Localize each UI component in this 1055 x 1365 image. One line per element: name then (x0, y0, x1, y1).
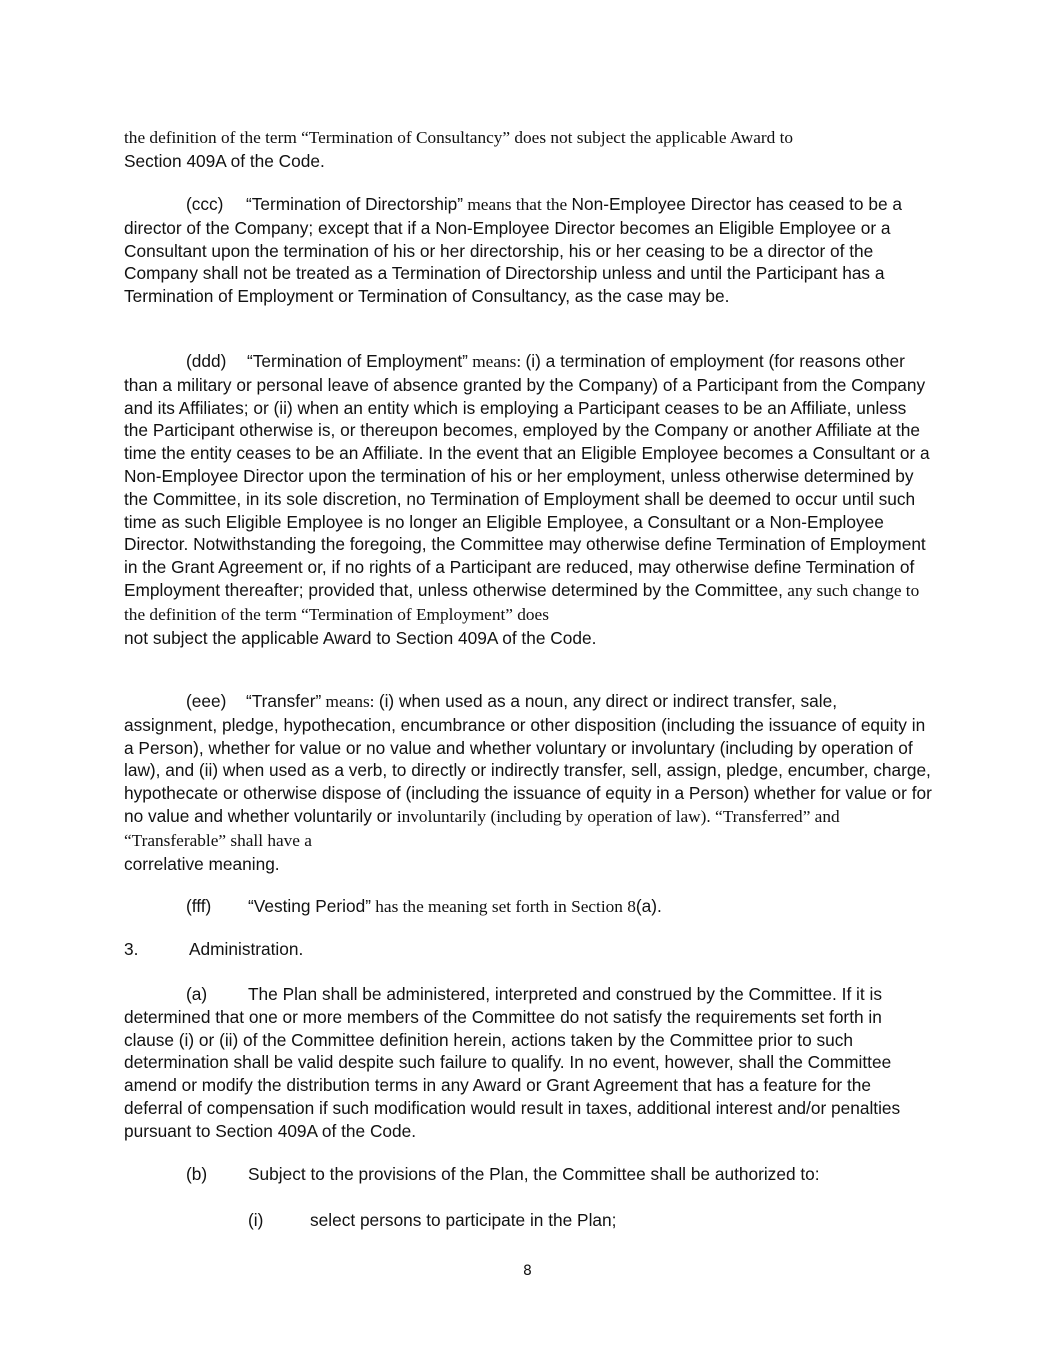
section-3a-paragraph (124, 983, 934, 1143)
ddd-lead: means: (467, 352, 526, 371)
section-3-number: 3. (124, 939, 139, 959)
section-3a-body: is determined that one or more members of the Committee do not satisfy the requirements set forth in clause (i) or (ii) of the Committee definition herein, actions taken by the Committee prior to such determination shall be valid despite such failure to qualify. In no event, however, shall the Committee amend or modify the distribution terms in any Award or Grant Agreement that has a feature for the deferral of compensation if such modification would result in taxes, additional interest and/or penalties pursuant to Section 409A of the Code. (124, 984, 901, 1141)
section-3b-i-text: select persons to participate in the Plan; (310, 1210, 617, 1230)
ccc-body: to be a director of the Company; except that if a Non-Employee Director becomes an Eligible Employee or a Consultant upon the termination of his or her directorship, his or her ceasing to be a director of the Company shall not be treated as a Termination of Directorship unless and until the Participant has a Termination of Employment or Termination of Consultancy, as the case may be. (124, 194, 902, 307)
eee-body: assignment, pledge, hypothecation, encumbrance or other disposition (including the issuance of equity in a Person), whether for value or no value and whether voluntary or involuntary (including by operation of law), and (ii) when used as a verb, to directly or indirectly transfer, sell, assign, pledge, encumber, charge, hypothecate or otherwise dispose of (including the issuance of equity in a Person) whether for value or for no value and whether voluntarily or (124, 714, 932, 826)
ddd-label: (ddd) (186, 351, 227, 371)
definition-ccc (124, 193, 934, 308)
ddd-body: reasons other than a military or personal leave of absence granted by the Company) of a Participant from the Company and its Affiliates; or (ii) when an entity which is employing a Participant ceases to be an Affiliate, unless the Participant otherwise is, or thereupon becomes, employed by the Company or another Affiliate at the time the entity ceases to be an Affiliate. In the event that an Eligible Employee becomes a Consultant or a Non-Employee Director upon the termination of his or her employment, unless otherwise determined by the Committee, in its sole discretion, no Termination of Employment shall be deemed to occur until such time as such Eligible Employee is no longer an Eligible Employee, a Consultant or a Non-Employee Director. Notwithstanding the foregoing, the Committee may otherwise define Termination of Employment in the Grant Agreement or, if no rights of a Participant are reduced, may otherwise define Termination of Employment thereafter; provided that, unless otherwise determined by the (124, 351, 930, 600)
eee-label: (eee) (186, 691, 227, 711)
continuation-paragraph (124, 126, 934, 173)
page-number: 8 (523, 1263, 532, 1279)
eee-term: “Transfer” (246, 691, 322, 711)
ccc-lead: means that the (463, 195, 572, 214)
section-3b-paragraph (124, 1163, 934, 1186)
definition-fff (124, 895, 934, 919)
ddd-first-line-rest: (i) a termination of employment (for (525, 351, 795, 371)
ddd-final-line: not subject the applicable Award to Section 409A of the Code. (124, 627, 597, 648)
section-3b-text: Subject to the provisions of the Plan, the Committee shall be authorized to: (248, 1164, 820, 1184)
ddd-last-line-serif: any such change to the definition of the term “Termination of Employment” does (124, 580, 920, 624)
section-3-heading (124, 938, 934, 961)
fff-end-part: (a). (635, 896, 662, 916)
fff-term: “Vesting Period” (248, 896, 371, 916)
ddd-last-line-sans: Committee, (694, 579, 783, 600)
section-3-title: Administration. (189, 939, 304, 959)
definition-ddd (124, 350, 934, 649)
section-3a-label: (a) (186, 984, 208, 1004)
eee-first-line-rest: (i) when used as a noun, any direct or indirect transfer, sale, (378, 691, 838, 711)
ccc-first-line-rest: Non-Employee Director has ceased (571, 194, 845, 214)
section-3b-label: (b) (186, 1164, 208, 1184)
continuation-line-2: Section 409A of the Code. (124, 150, 325, 171)
ddd-term: “Termination of Employment” (247, 351, 468, 371)
ccc-term: “Termination of Directorship” (246, 194, 464, 214)
section-3a-first-line: The Plan shall be administered, interpreted and construed by the Committee. If it (248, 984, 865, 1004)
eee-lead: means: (321, 692, 379, 711)
section-3b-i-item (124, 1209, 934, 1232)
continuation-line-1: the definition of the term “Termination of Consultancy” does not subject the applicable Award to (124, 128, 794, 147)
definition-eee (124, 690, 934, 875)
eee-final-line: correlative meaning. (124, 853, 280, 874)
fff-label: (fff) (186, 896, 212, 916)
ccc-label: (ccc) (186, 194, 224, 214)
fff-serif-part: has the meaning set forth in Section 8 (370, 897, 636, 916)
section-3b-i-label: (i) (248, 1210, 264, 1230)
eee-serif-line: involuntarily (including by operation of law). “Transferred” and “Transferable” shall have a (124, 806, 840, 850)
